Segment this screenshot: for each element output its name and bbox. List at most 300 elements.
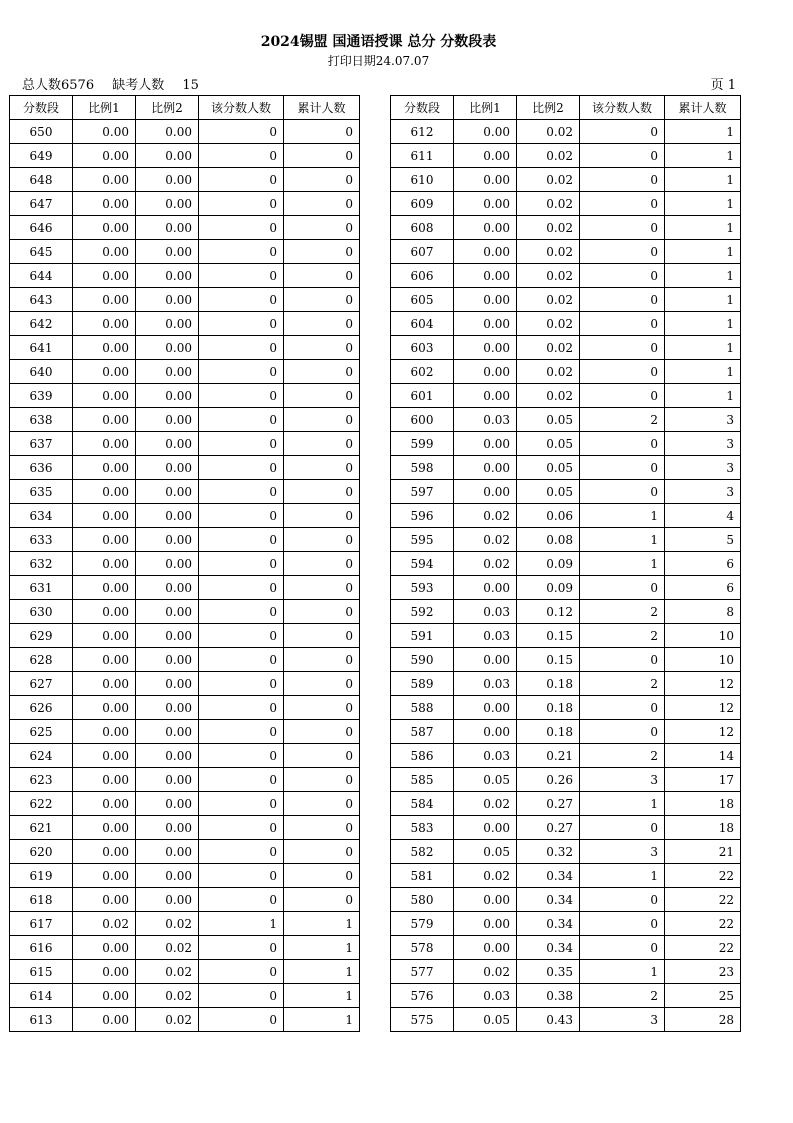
- count-cell: 0: [199, 960, 284, 984]
- ratio1-cell: 0.00: [73, 744, 136, 768]
- page-title: 2024锡盟 国通语授课 总分 分数段表: [260, 34, 497, 50]
- score-cell: 619: [10, 864, 73, 888]
- cumulative-cell: 1: [665, 192, 741, 216]
- ratio2-cell: 0.02: [136, 984, 199, 1008]
- table-row: [10, 312, 360, 336]
- ratio2-cell: 0.21: [517, 744, 580, 768]
- count-cell: 0: [199, 432, 284, 456]
- ratio2-cell: 0.00: [136, 312, 199, 336]
- ratio2-cell: 0.18: [517, 696, 580, 720]
- score-cell: 592: [391, 600, 454, 624]
- ratio1-cell: 0.00: [73, 312, 136, 336]
- table-row: [391, 528, 741, 552]
- table-row: [391, 576, 741, 600]
- table-row: [391, 768, 741, 792]
- table-row: [10, 456, 360, 480]
- count-cell: 3: [580, 1008, 665, 1032]
- score-cell: 616: [10, 936, 73, 960]
- count-cell: 0: [199, 840, 284, 864]
- score-cell: 638: [10, 408, 73, 432]
- ratio2-cell: 0.00: [136, 744, 199, 768]
- ratio1-cell: 0.00: [73, 960, 136, 984]
- ratio2-cell: 0.02: [136, 960, 199, 984]
- count-cell: 0: [199, 192, 284, 216]
- count-cell: 0: [199, 384, 284, 408]
- ratio1-cell: 0.00: [454, 288, 517, 312]
- score-cell: 591: [391, 624, 454, 648]
- table-row: [10, 792, 360, 816]
- absent-count: 15: [182, 78, 199, 93]
- ratio1-cell: 0.00: [454, 576, 517, 600]
- ratio1-cell: 0.00: [73, 672, 136, 696]
- count-cell: 0: [199, 1008, 284, 1032]
- count-cell: 0: [199, 696, 284, 720]
- count-cell: 0: [199, 648, 284, 672]
- ratio1-cell: 0.00: [73, 216, 136, 240]
- ratio1-cell: 0.00: [454, 144, 517, 168]
- count-cell: 0: [199, 720, 284, 744]
- ratio2-cell: 0.00: [136, 696, 199, 720]
- ratio2-cell: 0.02: [517, 240, 580, 264]
- count-cell: 0: [580, 480, 665, 504]
- cumulative-cell: 23: [665, 960, 741, 984]
- count-cell: 0: [199, 144, 284, 168]
- score-cell: 605: [391, 288, 454, 312]
- ratio1-cell: 0.00: [454, 456, 517, 480]
- score-cell: 600: [391, 408, 454, 432]
- ratio2-cell: 0.00: [136, 432, 199, 456]
- ratio1-cell: 0.00: [73, 360, 136, 384]
- table-row: [10, 960, 360, 984]
- table-row: [10, 264, 360, 288]
- table-row: [391, 720, 741, 744]
- ratio1-cell: 0.00: [454, 912, 517, 936]
- ratio2-cell: 0.09: [517, 576, 580, 600]
- ratio2-cell: 0.02: [517, 216, 580, 240]
- count-cell: 0: [199, 312, 284, 336]
- count-cell: 0: [199, 456, 284, 480]
- ratio1-cell: 0.02: [454, 528, 517, 552]
- ratio2-cell: 0.00: [136, 792, 199, 816]
- ratio2-cell: 0.00: [136, 600, 199, 624]
- ratio1-cell: 0.00: [454, 936, 517, 960]
- ratio1-cell: 0.00: [73, 624, 136, 648]
- score-cell: 630: [10, 600, 73, 624]
- ratio2-cell: 0.02: [517, 144, 580, 168]
- table-row: [391, 480, 741, 504]
- table-row: [10, 600, 360, 624]
- count-cell: 0: [199, 744, 284, 768]
- ratio1-cell: 0.00: [73, 456, 136, 480]
- ratio1-cell: 0.03: [454, 672, 517, 696]
- score-cell: 584: [391, 792, 454, 816]
- table-row: [391, 792, 741, 816]
- table-row: [10, 912, 360, 936]
- ratio1-cell: 0.00: [73, 120, 136, 144]
- score-cell: 629: [10, 624, 73, 648]
- ratio2-cell: 0.34: [517, 936, 580, 960]
- ratio1-cell: 0.00: [454, 384, 517, 408]
- score-cell: 625: [10, 720, 73, 744]
- ratio2-cell: 0.26: [517, 768, 580, 792]
- cumulative-cell: 25: [665, 984, 741, 1008]
- cumulative-cell: 1: [284, 912, 360, 936]
- score-cell: 580: [391, 888, 454, 912]
- ratio1-cell: 0.00: [454, 312, 517, 336]
- count-cell: 0: [580, 288, 665, 312]
- count-cell: 0: [580, 816, 665, 840]
- cumulative-cell: 12: [665, 696, 741, 720]
- cumulative-cell: 0: [284, 768, 360, 792]
- score-cell: 621: [10, 816, 73, 840]
- table-header-row: [391, 96, 741, 120]
- cumulative-cell: 1: [665, 264, 741, 288]
- ratio1-cell: 0.00: [454, 720, 517, 744]
- count-cell: 1: [199, 912, 284, 936]
- count-cell: 0: [580, 456, 665, 480]
- count-cell: 2: [580, 984, 665, 1008]
- cumulative-cell: 0: [284, 312, 360, 336]
- ratio2-cell: 0.02: [517, 168, 580, 192]
- ratio1-cell: 0.00: [454, 336, 517, 360]
- cumulative-cell: 3: [665, 456, 741, 480]
- score-cell: 615: [10, 960, 73, 984]
- table-row: [10, 288, 360, 312]
- ratio2-cell: 0.02: [136, 912, 199, 936]
- score-cell: 608: [391, 216, 454, 240]
- table-row: [10, 816, 360, 840]
- score-cell: 612: [391, 120, 454, 144]
- ratio2-cell: 0.00: [136, 456, 199, 480]
- ratio2-cell: 0.00: [136, 768, 199, 792]
- ratio1-cell: 0.05: [454, 1008, 517, 1032]
- count-cell: 0: [199, 576, 284, 600]
- count-cell: 0: [580, 648, 665, 672]
- table-row: [391, 264, 741, 288]
- cumulative-cell: 0: [284, 144, 360, 168]
- cumulative-cell: 0: [284, 456, 360, 480]
- ratio1-cell: 0.00: [73, 408, 136, 432]
- count-cell: 0: [580, 720, 665, 744]
- count-cell: 0: [199, 768, 284, 792]
- table-row: [10, 480, 360, 504]
- score-cell: 609: [391, 192, 454, 216]
- ratio2-cell: 0.02: [517, 312, 580, 336]
- count-cell: 0: [580, 432, 665, 456]
- table-row: [391, 1008, 741, 1032]
- ratio1-cell: 0.00: [73, 480, 136, 504]
- table-row: [10, 216, 360, 240]
- header-cumulative: 累计人数: [284, 96, 360, 120]
- ratio2-cell: 0.02: [517, 336, 580, 360]
- cumulative-cell: 1: [284, 960, 360, 984]
- cumulative-cell: 1: [665, 120, 741, 144]
- score-cell: 620: [10, 840, 73, 864]
- cumulative-cell: 18: [665, 816, 741, 840]
- score-cell: 589: [391, 672, 454, 696]
- score-cell: 610: [391, 168, 454, 192]
- count-cell: 0: [199, 504, 284, 528]
- score-cell: 588: [391, 696, 454, 720]
- ratio2-cell: 0.00: [136, 480, 199, 504]
- table-row: [10, 192, 360, 216]
- ratio2-cell: 0.00: [136, 720, 199, 744]
- ratio1-cell: 0.02: [454, 504, 517, 528]
- table-row: [10, 408, 360, 432]
- table-row: [10, 936, 360, 960]
- ratio1-cell: 0.00: [73, 168, 136, 192]
- table-row: [10, 576, 360, 600]
- score-cell: 634: [10, 504, 73, 528]
- table-row: [10, 648, 360, 672]
- score-cell: 594: [391, 552, 454, 576]
- table-row: [10, 696, 360, 720]
- header-score-band: 分数段: [10, 96, 73, 120]
- ratio2-cell: 0.00: [136, 336, 199, 360]
- ratio2-cell: 0.02: [517, 384, 580, 408]
- cumulative-cell: 22: [665, 912, 741, 936]
- cumulative-cell: 14: [665, 744, 741, 768]
- ratio2-cell: 0.27: [517, 816, 580, 840]
- count-cell: 0: [580, 264, 665, 288]
- header-ratio2: 比例2: [517, 96, 580, 120]
- ratio1-cell: 0.03: [454, 408, 517, 432]
- ratio1-cell: 0.02: [454, 792, 517, 816]
- cumulative-cell: 3: [665, 408, 741, 432]
- table-row: [391, 552, 741, 576]
- count-cell: 2: [580, 744, 665, 768]
- table-row: [10, 768, 360, 792]
- ratio2-cell: 0.12: [517, 600, 580, 624]
- cumulative-cell: 1: [665, 312, 741, 336]
- count-cell: 0: [199, 336, 284, 360]
- cumulative-cell: 0: [284, 816, 360, 840]
- table-row: [391, 432, 741, 456]
- cumulative-cell: 0: [284, 264, 360, 288]
- score-cell: 622: [10, 792, 73, 816]
- cumulative-cell: 0: [284, 384, 360, 408]
- cumulative-cell: 17: [665, 768, 741, 792]
- ratio2-cell: 0.43: [517, 1008, 580, 1032]
- ratio2-cell: 0.05: [517, 456, 580, 480]
- cumulative-cell: 0: [284, 216, 360, 240]
- cumulative-cell: 0: [284, 576, 360, 600]
- table-row: [391, 408, 741, 432]
- header-count: 该分数人数: [199, 96, 284, 120]
- table-row: [391, 912, 741, 936]
- count-cell: 3: [580, 840, 665, 864]
- ratio1-cell: 0.03: [454, 744, 517, 768]
- count-cell: 0: [199, 528, 284, 552]
- ratio2-cell: 0.02: [136, 1008, 199, 1032]
- header-ratio1: 比例1: [454, 96, 517, 120]
- ratio1-cell: 0.02: [73, 912, 136, 936]
- ratio1-cell: 0.00: [73, 888, 136, 912]
- score-cell: 582: [391, 840, 454, 864]
- cumulative-cell: 0: [284, 696, 360, 720]
- ratio2-cell: 0.38: [517, 984, 580, 1008]
- count-cell: 0: [199, 264, 284, 288]
- ratio1-cell: 0.00: [454, 192, 517, 216]
- cumulative-cell: 0: [284, 720, 360, 744]
- cumulative-cell: 0: [284, 192, 360, 216]
- header-ratio2: 比例2: [136, 96, 199, 120]
- cumulative-cell: 0: [284, 360, 360, 384]
- ratio1-cell: 0.00: [454, 432, 517, 456]
- score-cell: 633: [10, 528, 73, 552]
- table-row: [391, 336, 741, 360]
- ratio2-cell: 0.34: [517, 888, 580, 912]
- score-cell: 623: [10, 768, 73, 792]
- count-cell: 2: [580, 672, 665, 696]
- table-row: [391, 312, 741, 336]
- table-row: [391, 936, 741, 960]
- table-row: [391, 696, 741, 720]
- ratio2-cell: 0.00: [136, 384, 199, 408]
- ratio1-cell: 0.00: [73, 816, 136, 840]
- table-row: [10, 432, 360, 456]
- cumulative-cell: 0: [284, 792, 360, 816]
- cumulative-cell: 6: [665, 576, 741, 600]
- score-cell: 601: [391, 384, 454, 408]
- score-cell: 602: [391, 360, 454, 384]
- table-row: [10, 720, 360, 744]
- header-ratio1: 比例1: [73, 96, 136, 120]
- ratio1-cell: 0.00: [73, 240, 136, 264]
- cumulative-cell: 0: [284, 840, 360, 864]
- score-cell: 579: [391, 912, 454, 936]
- ratio2-cell: 0.06: [517, 504, 580, 528]
- total-count: 总人数6576: [22, 78, 95, 93]
- ratio1-cell: 0.00: [454, 696, 517, 720]
- ratio2-cell: 0.00: [136, 240, 199, 264]
- score-cell: 618: [10, 888, 73, 912]
- ratio1-cell: 0.00: [454, 816, 517, 840]
- score-cell: 617: [10, 912, 73, 936]
- count-cell: 0: [580, 336, 665, 360]
- cumulative-cell: 3: [665, 432, 741, 456]
- ratio1-cell: 0.00: [454, 480, 517, 504]
- count-cell: 0: [199, 792, 284, 816]
- cumulative-cell: 21: [665, 840, 741, 864]
- ratio2-cell: 0.00: [136, 648, 199, 672]
- cumulative-cell: 0: [284, 168, 360, 192]
- score-cell: 596: [391, 504, 454, 528]
- count-cell: 0: [580, 384, 665, 408]
- table-row: [391, 360, 741, 384]
- ratio1-cell: 0.00: [73, 696, 136, 720]
- cumulative-cell: 12: [665, 720, 741, 744]
- page-number: 页 1: [710, 78, 736, 93]
- score-cell: 593: [391, 576, 454, 600]
- ratio1-cell: 0.02: [454, 864, 517, 888]
- ratio2-cell: 0.02: [517, 120, 580, 144]
- cumulative-cell: 0: [284, 120, 360, 144]
- table-row: [391, 288, 741, 312]
- score-cell: 581: [391, 864, 454, 888]
- score-cell: 598: [391, 456, 454, 480]
- score-cell: 614: [10, 984, 73, 1008]
- ratio1-cell: 0.00: [73, 600, 136, 624]
- table-row: [10, 336, 360, 360]
- ratio2-cell: 0.15: [517, 648, 580, 672]
- table-row: [10, 672, 360, 696]
- score-table-right: [390, 95, 741, 1032]
- ratio1-cell: 0.00: [454, 120, 517, 144]
- ratio2-cell: 0.02: [136, 936, 199, 960]
- cumulative-cell: 0: [284, 408, 360, 432]
- table-row: [10, 984, 360, 1008]
- cumulative-cell: 4: [665, 504, 741, 528]
- score-cell: 626: [10, 696, 73, 720]
- score-cell: 611: [391, 144, 454, 168]
- ratio2-cell: 0.09: [517, 552, 580, 576]
- score-cell: 646: [10, 216, 73, 240]
- cumulative-cell: 28: [665, 1008, 741, 1032]
- table-row: [391, 864, 741, 888]
- absent-label: 缺考人数: [112, 78, 165, 93]
- count-cell: 1: [580, 864, 665, 888]
- cumulative-cell: 0: [284, 480, 360, 504]
- score-cell: 645: [10, 240, 73, 264]
- count-cell: 3: [580, 768, 665, 792]
- table-row: [391, 672, 741, 696]
- ratio1-cell: 0.00: [73, 576, 136, 600]
- ratio1-cell: 0.05: [454, 768, 517, 792]
- count-cell: 1: [580, 528, 665, 552]
- ratio1-cell: 0.00: [454, 888, 517, 912]
- cumulative-cell: 0: [284, 744, 360, 768]
- table-row: [10, 744, 360, 768]
- ratio2-cell: 0.34: [517, 912, 580, 936]
- score-cell: 597: [391, 480, 454, 504]
- score-cell: 637: [10, 432, 73, 456]
- ratio2-cell: 0.00: [136, 864, 199, 888]
- count-cell: 0: [580, 312, 665, 336]
- table-row: [391, 960, 741, 984]
- table-row: [10, 552, 360, 576]
- ratio2-cell: 0.00: [136, 840, 199, 864]
- cumulative-cell: 8: [665, 600, 741, 624]
- ratio2-cell: 0.05: [517, 480, 580, 504]
- count-cell: 1: [580, 552, 665, 576]
- ratio2-cell: 0.00: [136, 672, 199, 696]
- count-cell: 0: [199, 480, 284, 504]
- ratio1-cell: 0.00: [73, 792, 136, 816]
- ratio2-cell: 0.18: [517, 720, 580, 744]
- table-row: [391, 120, 741, 144]
- count-cell: 0: [199, 408, 284, 432]
- ratio1-cell: 0.00: [73, 144, 136, 168]
- table-row: [391, 648, 741, 672]
- cumulative-cell: 0: [284, 648, 360, 672]
- cumulative-cell: 0: [284, 504, 360, 528]
- count-cell: 2: [580, 624, 665, 648]
- cumulative-cell: 0: [284, 600, 360, 624]
- cumulative-cell: 1: [665, 216, 741, 240]
- cumulative-cell: 1: [284, 1008, 360, 1032]
- ratio1-cell: 0.00: [73, 264, 136, 288]
- count-cell: 0: [199, 600, 284, 624]
- ratio1-cell: 0.00: [73, 504, 136, 528]
- ratio1-cell: 0.00: [454, 360, 517, 384]
- ratio1-cell: 0.00: [73, 432, 136, 456]
- ratio2-cell: 0.00: [136, 624, 199, 648]
- count-cell: 0: [199, 288, 284, 312]
- table-row: [10, 528, 360, 552]
- cumulative-cell: 0: [284, 888, 360, 912]
- score-cell: 613: [10, 1008, 73, 1032]
